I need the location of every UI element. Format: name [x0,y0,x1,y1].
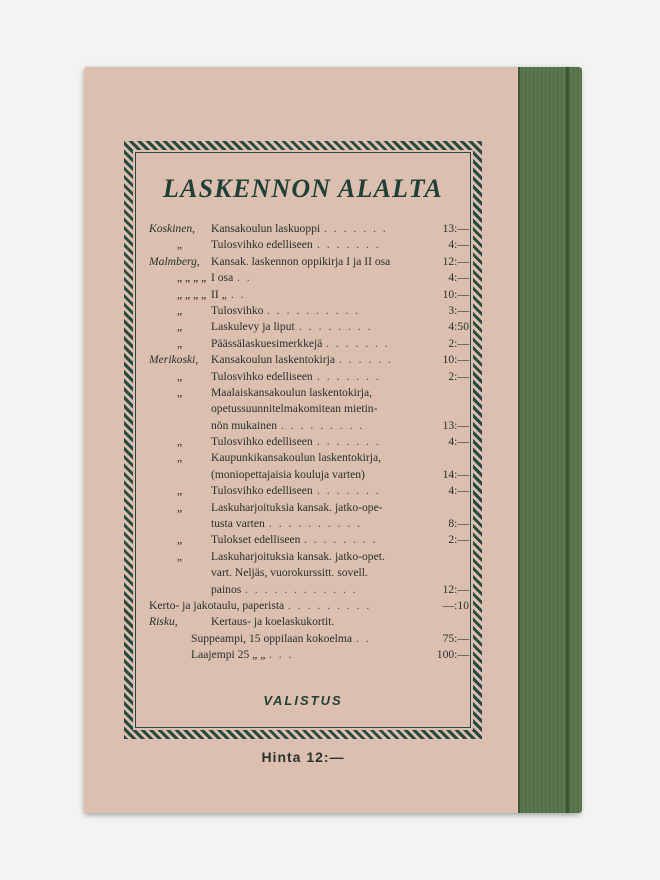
list-item [149,647,469,663]
entry-price: 10:— [442,353,469,367]
leader-dots: . . [231,287,246,301]
entry-title: Laskuharjoituksia kansak. jatko-ope- [211,500,383,514]
entry-title: Kansakoulun laskentokirja [211,353,335,367]
entry-price: 4:— [448,484,469,498]
publisher-name: VALISTUS [263,693,343,708]
entry-ditto: „ [177,533,183,547]
entry-price: 75:— [442,631,469,645]
entry-author: Koskinen, [149,222,196,235]
leader-dots: . . . . . . . [317,238,381,252]
entry-title: Maalaiskansakoulun laskentokirja, [211,385,372,399]
entry-title: nön mukainen [211,418,278,432]
list-item [149,303,469,319]
entry-title: Laskuharjoituksia kansak. jatko-opet. [211,549,385,563]
entry-price: 13:— [442,222,469,235]
entry-title: Tulosvihko [211,303,264,317]
entry-price: 12:— [442,582,469,596]
list-item [149,270,469,286]
entry-price: 10:— [442,287,469,301]
spine-ridge [566,67,569,813]
list-item [149,450,469,466]
leader-dots: . . . . . . [339,353,393,367]
list-item [149,401,469,417]
list-item [149,221,469,237]
list-item [149,287,469,303]
leader-dots: . . . [269,648,294,662]
entry-title: Laajempi 25 „ „ [191,648,266,662]
entry-ditto: „ „ „ „ [177,271,207,285]
list-item [149,434,469,450]
leader-dots: . . . . . . . [317,484,381,498]
entry-price: 3:— [448,303,469,317]
list-item [149,418,469,434]
price-line: Hinta 12:— [261,749,345,765]
leader-dots: . . [237,271,252,285]
entry-ditto: „ „ „ „ [177,287,207,301]
list-item [149,254,469,270]
list-item [149,352,469,368]
list-item [149,516,469,532]
list-item [149,467,469,483]
ornamental-frame [124,141,482,739]
entry-price: 4:— [448,435,469,449]
leader-dots: . . . . . . . [326,336,390,350]
entry-title: Tulosvihko edelliseen [211,484,313,498]
leader-dots: . . . . . . . . . . . . [245,582,358,596]
price-list [149,221,469,664]
leader-dots: . . [356,631,371,645]
entry-author: Risku, [149,615,178,629]
entry-price: 100:— [436,648,469,662]
list-item [149,582,469,598]
entry-author: Malmberg, [149,254,200,268]
entry-title: I osa [211,271,234,285]
entry-price: 12:— [442,254,469,268]
book-spine [518,67,582,813]
leader-dots: . . . . . . . . . [281,418,365,432]
entry-author: Merikoski, [149,353,199,367]
entry-price: 14:— [442,467,469,481]
list-item [149,532,469,548]
entry-ditto: „ [177,320,183,334]
entry-ditto: „ [177,303,183,317]
entry-title: Päässälaskuesimerkkejä [211,336,323,350]
list-item [149,614,469,630]
entry-price: 13:— [442,418,469,432]
entry-title: tusta varten [211,517,265,531]
leader-dots: . . . . . . . . . [288,598,372,612]
entry-price: —:10 [442,598,469,612]
list-item [149,598,469,614]
entry-ditto: „ [177,549,183,563]
leader-dots: . . . . . . . [317,369,381,383]
list-item [149,369,469,385]
entry-price: 8:— [448,517,469,531]
entry-title: Kertaus- ja koelaskukortit. [211,615,335,629]
leader-dots: . . . . . . . [317,435,381,449]
entry-title: Suppeampi, 15 oppilaan kokoelma [191,631,352,645]
entry-ditto: „ [177,336,183,350]
entry-price: 2:— [448,336,469,350]
entry-ditto: „ [177,238,183,252]
list-item [149,319,469,335]
entry-ditto: „ [177,435,183,449]
list-item [149,237,469,253]
entry-ditto: „ [177,451,183,465]
entry-ditto: „ [177,385,183,399]
entry-title: Tulosvihko edelliseen [211,238,313,252]
cover-title: LASKENNON ALALTA [163,174,443,203]
entry-title: Tulokset edelliseen [211,533,301,547]
list-item [149,385,469,401]
leader-dots: . . . . . . . . . . [267,303,361,317]
entry-title: Kerto- ja jakotaulu, paperista [149,598,285,612]
entry-title: opetussuunnitelmakomitean mietin- [211,402,378,416]
entry-title: Kansak. laskennon oppikirja I ja II osa [211,254,391,268]
list-item [149,549,469,565]
entry-title: vart. Neljäs, vuorokurssitt. sovell. [211,566,368,580]
list-item [149,631,469,647]
entry-price: 2:— [448,369,469,383]
entry-title: Kansakoulun laskuoppi [211,222,321,235]
entry-title: Laskulevy ja liput [211,320,295,334]
entry-title: Kaupunkikansakoulun laskentokirja, [211,451,382,465]
list-item [149,336,469,352]
entry-ditto: „ [177,500,183,514]
entry-ditto: „ [177,369,183,383]
list-item [149,483,469,499]
entry-ditto: „ [177,484,183,498]
leader-dots: . . . . . . . . . . [269,517,363,531]
leader-dots: . . . . . . . . [299,320,373,334]
entry-title: (moniopettajaisia kouluja varten) [211,467,365,481]
leader-dots: . . . . . . . [324,222,388,235]
entry-price: 4:— [448,271,469,285]
entry-title: painos [211,582,242,596]
entry-price: 4:50 [448,320,469,334]
list-item [149,565,469,581]
entry-price: 2:— [448,533,469,547]
entry-price: 4:— [448,238,469,252]
leader-dots: . . . . . . . . [304,533,378,547]
entry-title: Tulosvihko edelliseen [211,369,313,383]
list-item [149,500,469,516]
entry-title: Tulosvihko edelliseen [211,435,313,449]
entry-title: II „ [211,287,227,301]
